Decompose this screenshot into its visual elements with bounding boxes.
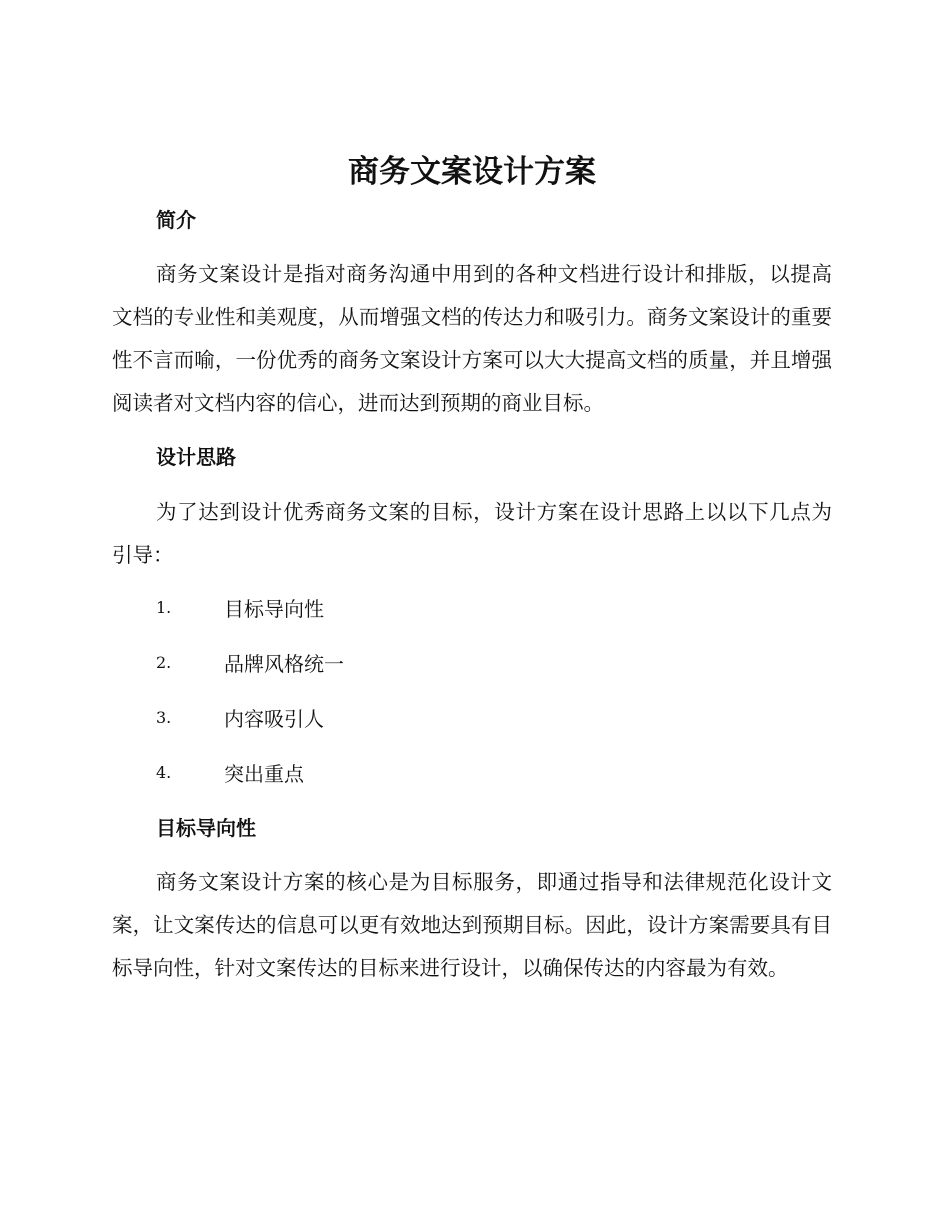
list-item-text: 目标导向性 (224, 597, 324, 621)
document-title: 商务文案设计方案 (348, 154, 596, 190)
list-item (156, 745, 344, 800)
list-item (156, 690, 344, 745)
section-paragraph-intro: 商务文案设计是指对商务沟通中用到的各种文档进行设计和排版，以提高文档的专业性和美观度，从而增强文档的传达力和吸引力。商务文案设计的重要性不言而喻，一份优秀的商务文案设计方案可以大大提高文档的质量，并且增强阅读者对文档内容的信心，进而达到预期的商业目标。 (112, 262, 832, 415)
design-principles-list (156, 580, 344, 800)
section-paragraph-goal-orientation: 商务文案设计方案的核心是为目标服务，即通过指导和法律规范化设计文案，让文案传达的信息可以更有效地达到预期目标。因此，设计方案需要具有目标导向性，针对文案传达的目标来进行设计，以确保传达的内容最为有效。 (112, 870, 832, 980)
section-paragraph-design-approach: 为了达到设计优秀商务文案的目标，设计方案在设计思路上以以下几点为引导： (112, 500, 832, 567)
list-item (156, 635, 344, 690)
list-item-number: 2. (156, 653, 172, 672)
list-item-text: 品牌风格统一 (224, 652, 344, 676)
section-heading-intro: 简介 (156, 208, 196, 232)
list-item-number: 1. (156, 598, 172, 617)
list-item-number: 3. (156, 708, 172, 727)
list-item-text: 突出重点 (224, 762, 304, 786)
list-item-text: 内容吸引人 (224, 707, 324, 731)
list-item-number: 4. (156, 763, 172, 782)
section-heading-design-approach: 设计思路 (156, 445, 236, 469)
list-item (156, 580, 344, 635)
section-heading-goal-orientation: 目标导向性 (156, 816, 256, 840)
